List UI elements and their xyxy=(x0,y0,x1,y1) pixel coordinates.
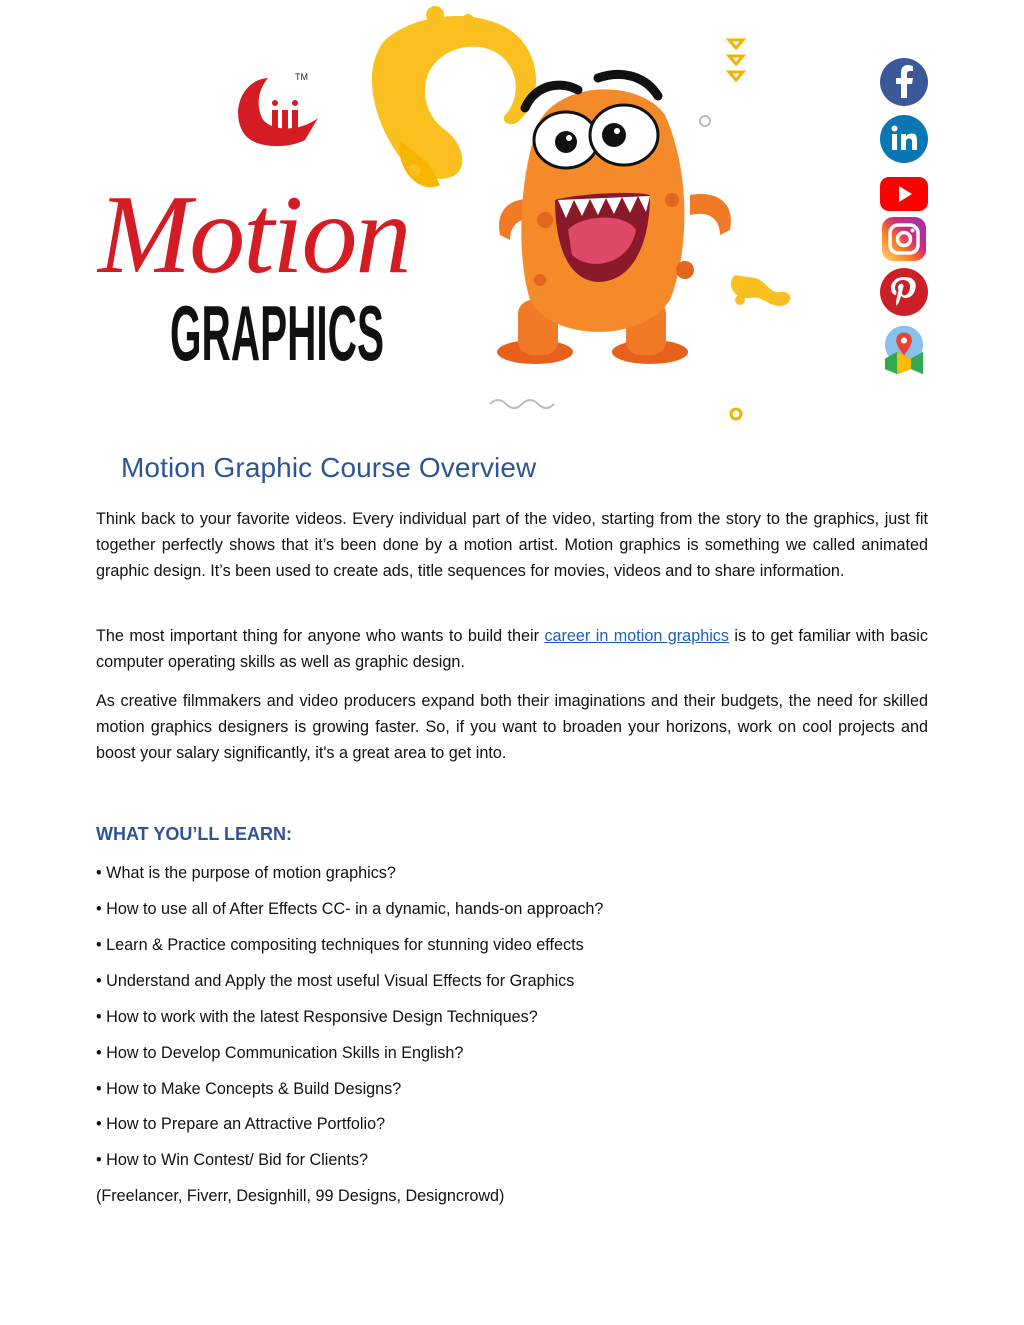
overview-paragraph-1: Think back to your favorite videos. Every individual part of the video, starting from the story to the graphics, just fit together perfectly shows that it’s been done by a motion artist. Motion graphics is something we called animated graphic design. It’s been used to create ads, title sequences for movies, videos and to share information. xyxy=(96,510,928,580)
instagram-icon[interactable] xyxy=(878,213,930,265)
logo-motion-script: Motion xyxy=(98,173,410,297)
learn-list-item: • What is the purpose of motion graphics? xyxy=(96,864,396,882)
hero-banner xyxy=(0,0,1024,440)
career-in-motion-graphics-link[interactable]: career in motion graphics xyxy=(544,627,729,645)
wave-decoration xyxy=(490,400,554,408)
learn-list-item: • How to Win Contest/ Bid for Clients? xyxy=(96,1151,368,1169)
iti-logo xyxy=(238,72,318,146)
linkedin-icon[interactable] xyxy=(878,113,930,165)
circle-decoration xyxy=(700,116,710,126)
facebook-icon[interactable] xyxy=(878,56,930,108)
learn-list-item: • How to Prepare an Attractive Portfolio? xyxy=(96,1115,386,1133)
overview-paragraph-2 xyxy=(96,623,928,675)
paragraph-2-text-start: The most important thing for anyone who wants to build their xyxy=(96,627,545,645)
learn-heading: WHAT YOU’LL LEARN: xyxy=(96,824,292,844)
learn-list-item: • How to Make Concepts & Build Designs? xyxy=(96,1080,402,1098)
decorative-shapes xyxy=(729,40,743,419)
overview-paragraph-3: As creative filmmakers and video producers expand both their imaginations and their budgets, the need for skilled motion graphics designers is growing faster. So, if you want to broaden your horizons, work on cool projects and boost your salary significantly, it's a great area to get into. xyxy=(96,692,928,762)
paragraph-2-text-end: is to get familiar with basic computer operating skills as well as graphic design. xyxy=(96,627,928,671)
learn-list-item: • How to work with the latest Responsive Design Techniques? xyxy=(96,1008,538,1026)
logo-graphics-text: GRAPHICS xyxy=(170,289,384,377)
google-maps-icon[interactable] xyxy=(878,324,930,376)
pinterest-icon[interactable] xyxy=(878,266,930,318)
learn-list-item: • How to use all of After Effects CC- in a dynamic, hands-on approach? xyxy=(96,900,604,918)
trademark-mark: TM xyxy=(295,72,308,82)
learn-list-item: • Understand and Apply the most useful Visual Effects for Graphics xyxy=(96,972,575,990)
monster-mascot-illustration xyxy=(497,74,731,364)
page-title: Motion Graphic Course Overview xyxy=(121,452,537,483)
learn-list-item: • Learn & Practice compositing techniques for stunning video effects xyxy=(96,936,584,954)
learn-list-item: • How to Develop Communication Skills in English? xyxy=(96,1044,464,1062)
learn-footnote: (Freelancer, Fiverr, Designhill, 99 Designs, Designcrowd) xyxy=(96,1187,505,1205)
